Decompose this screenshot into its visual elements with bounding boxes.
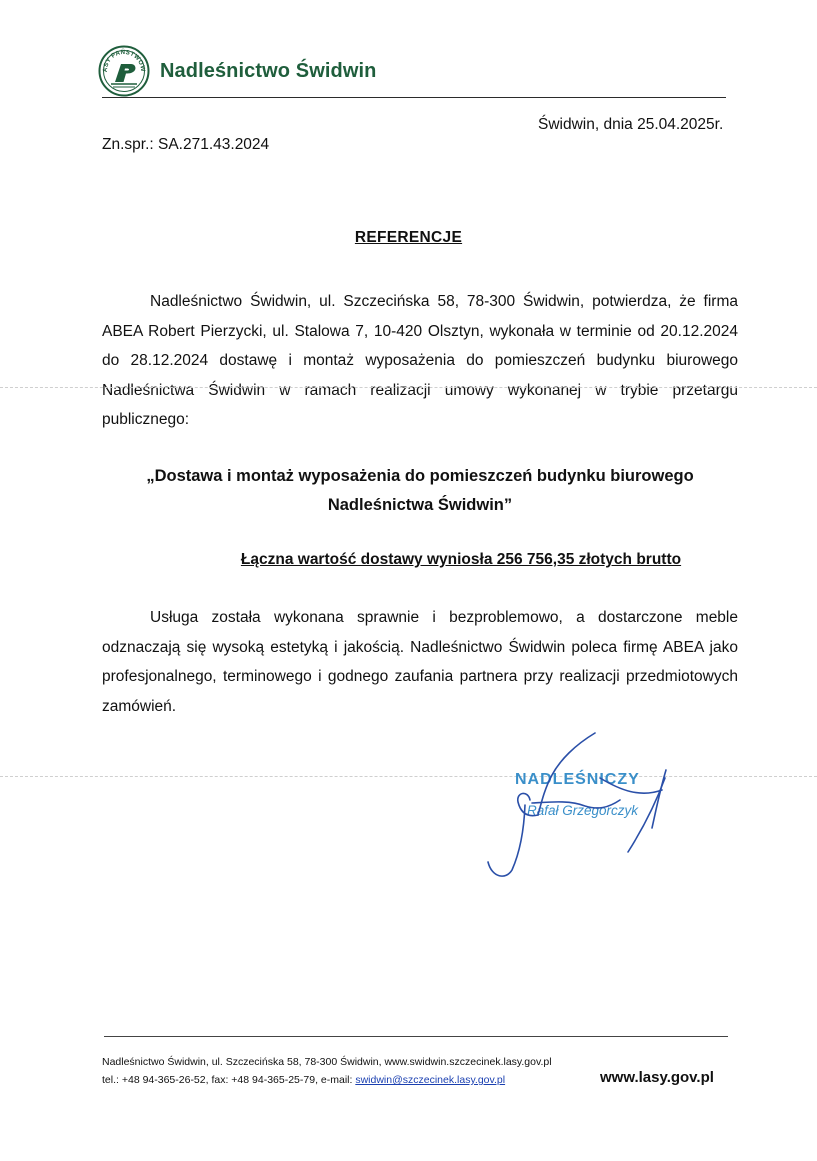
- footer-contact-text: tel.: +48 94-365-26-52, fax: +48 94-365-25-79, e-mail:: [102, 1074, 356, 1086]
- stamp-title: NADLEŚNICZY: [515, 771, 640, 788]
- paragraph-recommendation-text: Usługa została wykonana sprawnie i bezproblemowo, a dostarczone meble odznaczają się wysoką estetyką i jakością. Nadleśnictwo Świdwin poleca firmę ABEA jako profesjonalnego, terminowego i godnego zaufania partnera przy realizacji przedmiotowych zamówień.: [102, 609, 738, 715]
- contract-title-quote: „Dostawa i montaż wyposażenia do pomieszczeń budynku biurowego Nadleśnictwa Świdwin”: [146, 467, 694, 514]
- svg-text:LASY PAŃSTWOWE: ASY PAŃSTWOW: [101, 48, 147, 73]
- footer-rule: [104, 1036, 728, 1037]
- footer-email-link[interactable]: swidwin@szczecinek.lasy.gov.pl: [355, 1074, 506, 1086]
- place-date: Świdwin, dnia 25.04.2025r.: [538, 116, 724, 133]
- paragraph-confirmation: [102, 287, 738, 435]
- total-value: Łączna wartość dostawy wyniosła 256 756,35 złotych brutto: [240, 551, 682, 568]
- paragraph-confirmation-text: Nadleśnictwo Świdwin, ul. Szczecińska 58, 78-300 Świdwin, potwierdza, że firma ABEA Robert Pierzycki, ul. Stalowa 7, 10-420 Olsztyn, wykonała w terminie od 20.12.2024 do 28.12.2024 dostawę i montaż wyposażenia do pomieszczeń budynku biurowego Nadleśnictwa Świdwin w ramach realizacji umowy wykonanej w trybie przetargu publicznego:: [102, 293, 738, 428]
- org-name: Nadleśnictwo Świdwin: [160, 60, 377, 82]
- reference-number: Zn.spr.: SA.271.43.2024: [102, 136, 270, 153]
- handwritten-signature: [480, 730, 680, 890]
- scan-artifact-line: [0, 776, 817, 777]
- footer-website[interactable]: www.lasy.gov.pl: [600, 1069, 714, 1086]
- footer-address: Nadleśnictwo Świdwin, ul. Szczecińska 58, 78-300 Świdwin, www.swidwin.szczecinek.lasy.gov.pl: [102, 1056, 552, 1068]
- paragraph-recommendation: [102, 603, 738, 721]
- footer-contact: [102, 1074, 505, 1086]
- document-title: REFERENCJE: [354, 229, 463, 246]
- header-rule: [102, 97, 726, 98]
- stamp-name: Rafał Grzegorczyk: [527, 803, 639, 818]
- scan-artifact-line: [0, 387, 817, 388]
- lasy-panstwowe-logo: [98, 45, 150, 97]
